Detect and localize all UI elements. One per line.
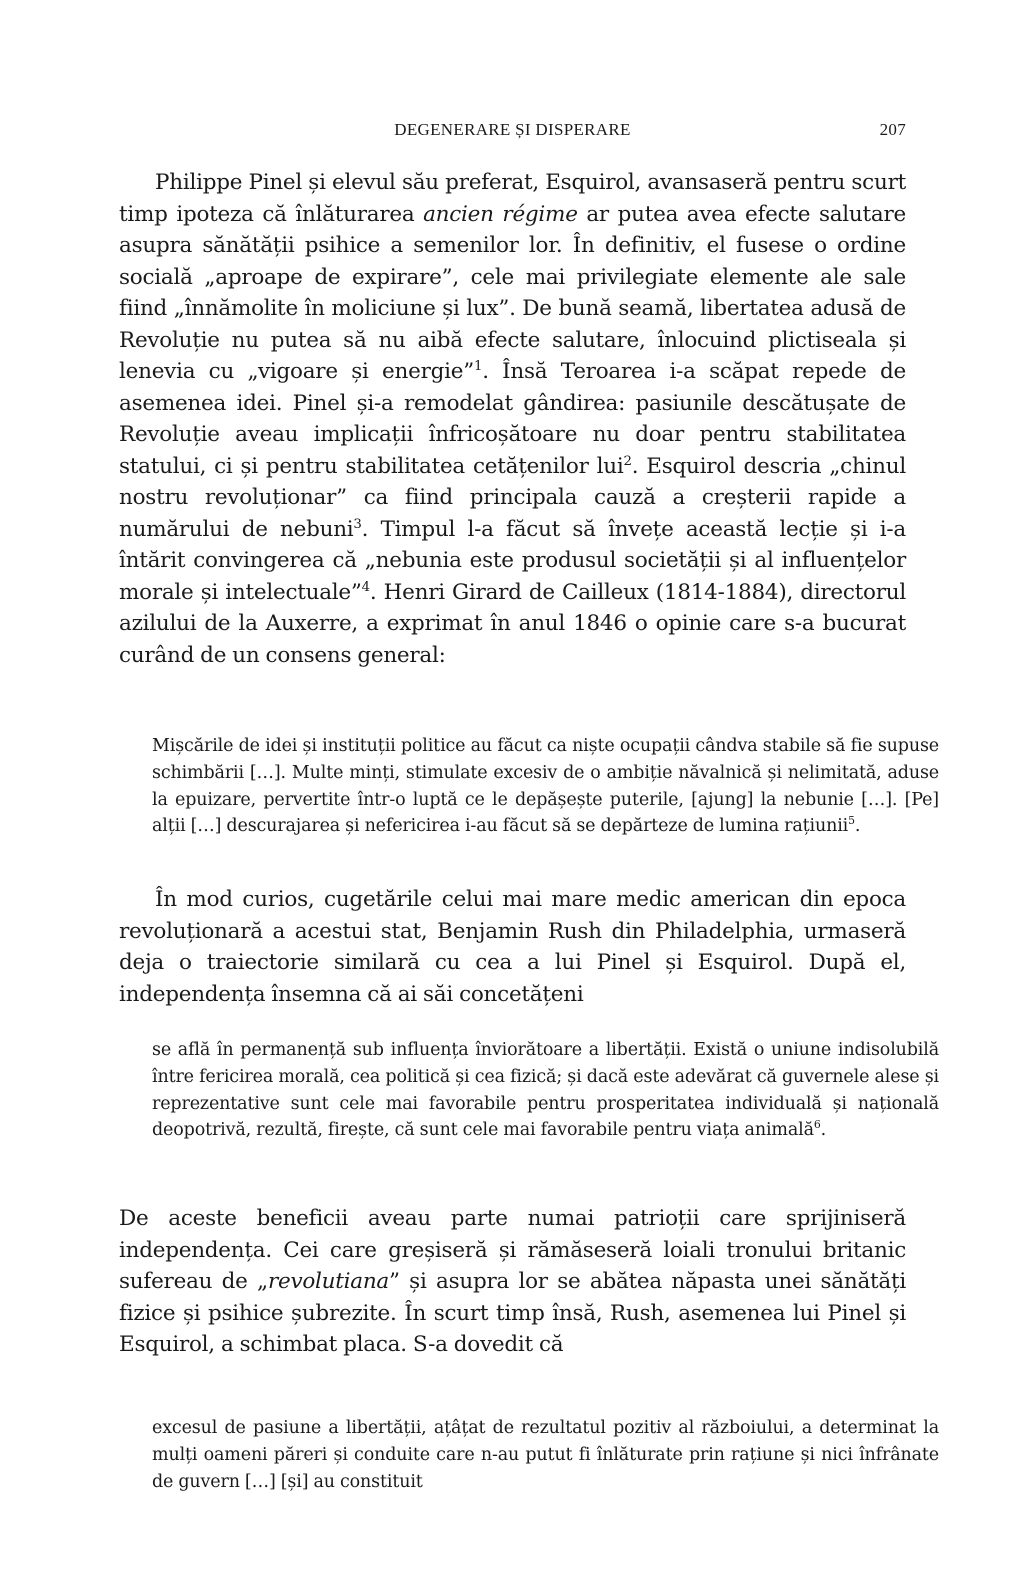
text-segment: . Timpul l-a făcut să învețe această lecție și i-a întărit convingerea că „nebunia este produsul societății și al influențelor morale și intelectuale” bbox=[119, 516, 906, 605]
page-number: 207 bbox=[879, 120, 906, 139]
footnote-ref-3[interactable]: 3 bbox=[353, 516, 362, 532]
footnote-ref-2[interactable]: 2 bbox=[623, 453, 632, 469]
quote-text: excesul de pasiune a libertății, ațâțat de rezultatul pozitiv al războiului, a determinat la mulți oameni păreri și conduite care n-au putut fi înlăturate prin rațiune și nici înfrânate de guvern […] [și] au constituit bbox=[152, 1418, 939, 1492]
text-segment: . Însă Teroarea i-a scăpat repede de asemenea idei. Pinel și-a remodelat gândirea: pasiunile descătușate de Revoluție aveau implicații înfricoșătoare nu doar pentru stabilitatea statului, ci și pentru stabilitatea cetățenilor lui bbox=[119, 359, 906, 479]
text-segment: ” și asupra lor se abătea năpasta unei sănătăți fizice și psihice șubrezite. În scurt timp însă, Rush, asemenea lui Pinel și Esquirol, a schimbat placa. S-a dovedit că bbox=[119, 1269, 906, 1357]
text-segment: De aceste beneficii aveau parte numai patrioții care sprijiniseră independența. Cei care greșiseră și rămăseseră loiali tronului britanic sufereau de „ bbox=[119, 1206, 906, 1294]
italic-term-revolutiana: revolutiana bbox=[267, 1269, 390, 1294]
running-title: DEGENERARE ȘI DISPERARE bbox=[394, 120, 631, 139]
block-quote-2 bbox=[152, 1037, 939, 1144]
text-segment: ar putea avea efecte salutare asupra sănătății psihice a semenilor lor. În definitiv, el fusese o ordine socială „aproape de expirare”, cele mai privilegiate elemente ale sale fiind „înnămolite în moliciune și lux”. De bună seamă, libertatea adusă de Revoluție nu putea să nu aibă efecte salutare, înlocuind plictiseala și lenevia cu „vigoare și energie” bbox=[119, 201, 906, 384]
paragraph-1 bbox=[119, 167, 906, 671]
footnote-ref-6[interactable]: 6 bbox=[813, 1118, 821, 1132]
running-header bbox=[119, 120, 906, 144]
quote-text: se află în permanență sub influența înviorătoare a libertății. Există o uniune indisolubilă între fericirea morală, cea politică și cea fizică; și dacă este adevărat că guvernele alese și reprezentative sunt cele mai favorabile pentru prosperitatea individuală și națională deopotrivă, rezultă, firește, că sunt cele mai favorabile pentru viața animală bbox=[152, 1040, 939, 1141]
footnote-ref-5[interactable]: 5 bbox=[848, 814, 855, 828]
block-quote-1 bbox=[152, 733, 939, 840]
paragraph-2 bbox=[119, 884, 906, 1010]
text-segment: Philippe Pinel și elevul său preferat, Esquirol, avansaseră pentru scurt timp ipoteza că înlăturarea bbox=[119, 170, 906, 227]
text-segment: În mod curios, cugetările celui mai mare medic american din epoca revoluționară a acestui stat, Benjamin Rush din Philadelphia, urmaseră deja o traiectorie similară cu cea a lui Pinel și Esquirol. După el, independența însemna că ai săi concetățeni bbox=[119, 887, 906, 1007]
quote-text: . bbox=[854, 816, 861, 837]
footnote-ref-4[interactable]: 4 bbox=[361, 579, 370, 595]
block-quote-3 bbox=[152, 1415, 939, 1495]
footnote-ref-1[interactable]: 1 bbox=[473, 358, 483, 374]
italic-phrase-ancien-regime: ancien régime bbox=[423, 201, 578, 227]
text-segment: . Esquirol descria „chinul nostru revoluționar” ca fiind principala cauză a creșterii rapide a numărului de nebuni bbox=[119, 453, 907, 542]
quote-text: Mișcările de idei și instituții politice au făcut ca niște ocupații cândva stabile să fie supuse schimbării […]. Multe minți, stimulate excesiv de o ambiție năvalnică și nelimitată, aduse la epuizare, pervertite într-o luptă ce le depășește puterile, [ajung] la nebunie […]. [Pe] alții […] descurajarea și nefericirea i-au făcut să se depărteze de lumina rațiunii bbox=[152, 736, 939, 837]
text-segment: . Henri Girard de Cailleux (1814-1884), directorul azilului de la Auxerre, a exprimat în anul 1846 o opinie care s-a bucurat curând de un consens general: bbox=[119, 579, 906, 668]
paragraph-3 bbox=[119, 1203, 906, 1361]
quote-text: . bbox=[820, 1120, 827, 1141]
